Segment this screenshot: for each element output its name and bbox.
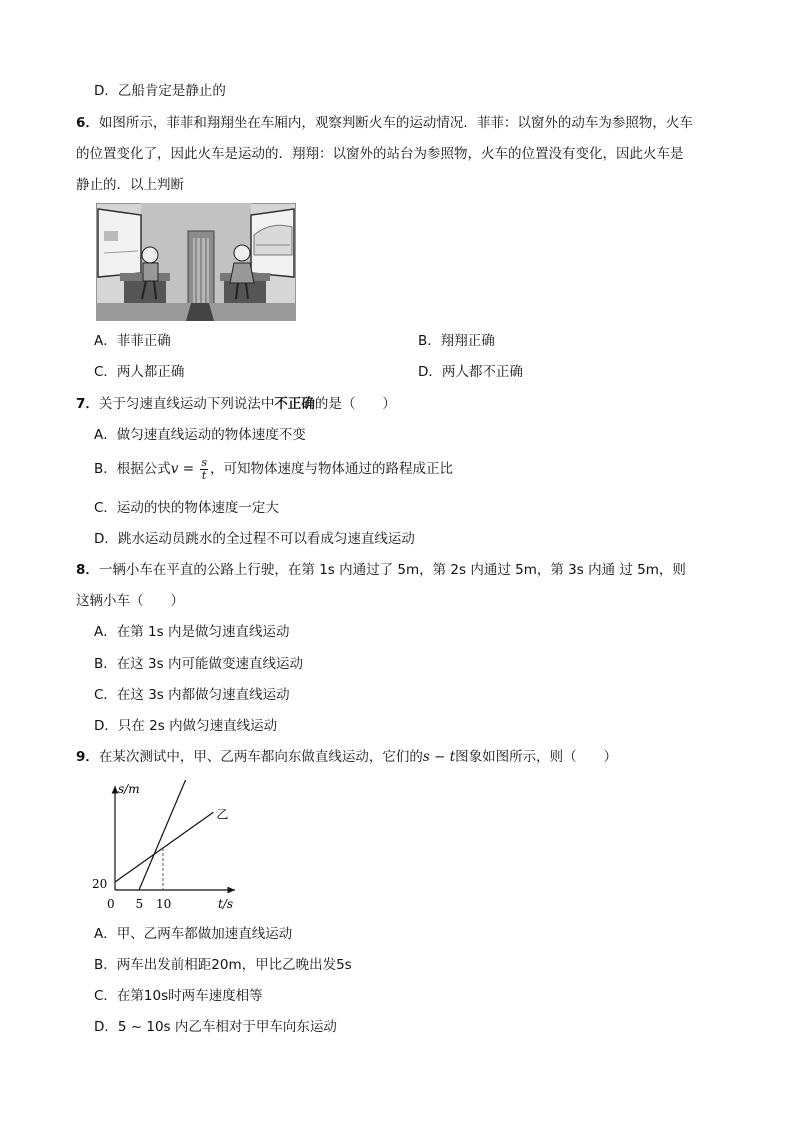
q6-option-b: B．翔翔正确 — [418, 333, 495, 349]
q8-option-c: C．在这 3s 内都做匀速直线运动 — [94, 687, 290, 703]
q7-formula-eq: = — [178, 461, 199, 477]
q9-option-d: D．5 ~ 10s 内乙车相对于甲车向东运动 — [94, 1019, 337, 1035]
x-tick-label: 10 — [156, 897, 172, 911]
q6-option-c: C．两人都正确 — [94, 364, 185, 380]
x-axis-label: t/s — [218, 897, 234, 911]
q7-formula-numerator: s — [201, 455, 207, 469]
q9-option-a: A．甲、乙两车都做加速直线运动 — [94, 926, 293, 942]
q5-option-d: D．乙船肯定是静止的 — [94, 83, 226, 99]
q9-number: 9． — [76, 749, 99, 765]
q7-stem-emphasis: 不正确 — [274, 396, 315, 412]
q9-option-b: B．两车出发前相距20m，甲比乙晚出发5s — [94, 957, 352, 973]
q7-number: 7． — [76, 396, 99, 412]
q7-formula-fraction — [200, 457, 208, 482]
q7-stem-pre: 关于匀速直线运动下列说法中 — [98, 396, 275, 412]
q8-option-a: A．在第 1s 内是做匀速直线运动 — [94, 624, 290, 640]
q7-formula-denominator: t — [201, 468, 207, 482]
q7-stem-post: 的是（ ） — [314, 396, 396, 412]
q6-stem-text1: 如图所示，菲菲和翔翔坐在车厢内，观察判断火车的运动情况．菲菲：以窗外的动车为参照物，火车 — [98, 115, 693, 131]
q7-option-a: A．做匀速直线运动的物体速度不变 — [94, 427, 306, 443]
q7-option-c: C．运动的快的物体速度一定大 — [94, 500, 279, 516]
q8-option-d: D．只在 2s 内做匀速直线运动 — [94, 718, 278, 734]
q9-stem-post: 图象如图所示，则（ ） — [455, 749, 618, 765]
q7-option-d: D．跳水运动员跳水的全过程不可以看成匀速直线运动 — [94, 531, 415, 547]
s-t-graph — [90, 780, 250, 915]
q8-option-b: B．在这 3s 内可能做变速直线运动 — [94, 656, 303, 672]
q9-option-c: C．在第10s时两车速度相等 — [94, 988, 263, 1004]
series-line-2 — [115, 812, 213, 882]
x-tick-label: 5 — [135, 897, 144, 911]
q6-stem-line3: 静止的．以上判断 — [76, 177, 184, 193]
q9-stem — [76, 748, 617, 766]
y-tick-label: 20 — [92, 877, 108, 891]
q8-stem-text1: 一辆小车在平直的公路上行驶，在第 1s 内通过了 5m，第 2s 内通过 5m，第 3s 内通 过 5m，则 — [98, 562, 686, 578]
q7-option-b — [94, 455, 453, 483]
q6-stem-line2: 的位置变化了，因此火车是运动的．翔翔：以窗外的站台为参照物，火车的位置没有变化，因此火车是 — [76, 146, 684, 162]
series-label-2: 乙 — [216, 807, 229, 822]
q9-stem-math: s − t — [422, 749, 456, 765]
q8-number: 8． — [76, 562, 99, 578]
q7-stem — [76, 395, 396, 413]
q6-option-d: D．两人都不正确 — [418, 364, 523, 380]
q8-stem-line1 — [76, 561, 686, 579]
q6-option-a: A．菲菲正确 — [94, 333, 171, 349]
train-carriage-illustration — [96, 203, 296, 321]
x-tick-label: 0 — [107, 897, 115, 911]
q9-stem-pre: 在某次测试中，甲、乙两车都向东做直线运动，它们的 — [98, 749, 423, 765]
q8-stem-line2: 这辆小车（ ） — [76, 593, 184, 609]
series-line-1 — [139, 780, 194, 890]
y-axis-label: s/m — [118, 782, 140, 796]
q6-number: 6． — [76, 115, 99, 131]
q7-option-b-post: ，可知物体速度与物体通过的路程成正比 — [209, 461, 453, 477]
q6-stem-line1 — [76, 114, 693, 132]
q7-formula-v: v — [170, 461, 179, 477]
q7-option-b-pre: B．根据公式 — [94, 461, 171, 477]
